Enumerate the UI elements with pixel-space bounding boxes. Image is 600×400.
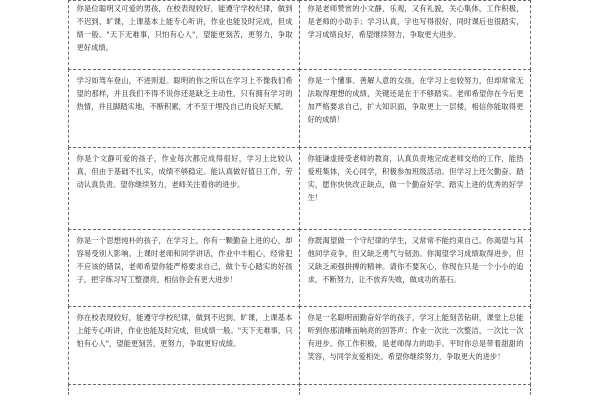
comment-cell-left-3: 你是个文静可爱的孩子，作业每次都完成得很好，学习上比较认真，但由于基础不扎实，成绩不够稳定。能认真做好值日工作，劳动认真负责。望你继续努力，老师关注着你的进步。 [68, 147, 300, 230]
comment-table [68, 0, 530, 394]
comment-cell-left-5: 你在校表现较好，能遵守学校纪律，做到不迟到、旷课，上课基本上能专心听讲，作业也能及时完成，但成绩一般。"天下无难事，只怕有心人"，望能更刻苦，更努力，争取更好成绩。 [68, 306, 300, 385]
comment-cell-left-4: 你是一个思想纯朴的孩子，在学习上，你有一颗勤奋上进的心，却容易受别人影响。上课时老师和同学讲话，作业中丰粗心，经常犯不应该的错误，老师希望你能严格要求自己，做个专心踏实的好孩子，把字练习写工整漂亮，相信你会有更大进步！ [68, 229, 300, 307]
comment-cell-right-6 [299, 384, 531, 395]
comment-cell-right-4: 你既渴望做一个守纪律的学生，又常常不能约束自己。你渴望与其他同学竞争，但又缺乏勇气与韧劲。你渴望学习成绩取得进步，但又缺乏顽强拼搏的精神。请你不要灰心，你现在只是一个小小的追求，不断努力，让不放弃失败，做成功的基石。 [299, 229, 531, 307]
comment-cell-left-1: 你是位聪明又可爱的男孩，在校表现较好，能遵守学校纪律，做到不迟到、旷课，上课基本上能专心听讲，作业也能及时完成，但成绩一般。"天下无难事，只怕有心人"，望能更刻苦，更努力，争取更好成绩。 [68, 0, 300, 70]
comment-cell-right-2: 你是一个懂事、善解人意的女孩，在学习上也较努力，但却常常无法取得理想的成绩，关键还是在于不够踏实。老师希望你在今后更加严格要求自己，扩大知识面，争取更上一层楼，相信你能取得更好的成绩！ [299, 69, 531, 148]
comment-cell-left-2: 学习如驾车登山，不进则退。聪明的你之所以在学习上不像我们希望的那样，并且我们不得不说你还是缺乏主动性，只有拥有学习的热情，并且脚踏实地，不断积累，才不至于埋没自己的良好天赋。 [68, 69, 300, 148]
comment-cell-right-1: 你是老师赞赏的小文静、乐观，又有礼貌，关心集体，工作积极，是老师的小助手；学习认真，字也写得很好，同时课后也很踏实，学习成绩良好，希望继续努力，争取更大进步。 [299, 0, 531, 70]
comment-cell-right-5: 你是一名聪明而勤奋好学的孩子，学习上能刻苦钻研，课堂上总能听到你那清晰而响亮的回答声；作业一次比一次整洁，一次比一次有进步。你工作积极，是老师得力的助手。平时你总是带着甜甜的笑容，与同学友爱相处。希望你继续努力，争取更大的进步！ [299, 306, 531, 385]
comment-cell-right-3: 你能谦虚接受老师的教育，认真负责地完成老师交给的工作，能热爱班集体，关心同学，积极参加班级活动。但学习上还欠勤奋、踏实，愿你快快改正缺点，做一个勤奋好学、踏实上进的优秀的好学生！ [299, 147, 531, 230]
comment-cell-left-6 [68, 384, 300, 395]
